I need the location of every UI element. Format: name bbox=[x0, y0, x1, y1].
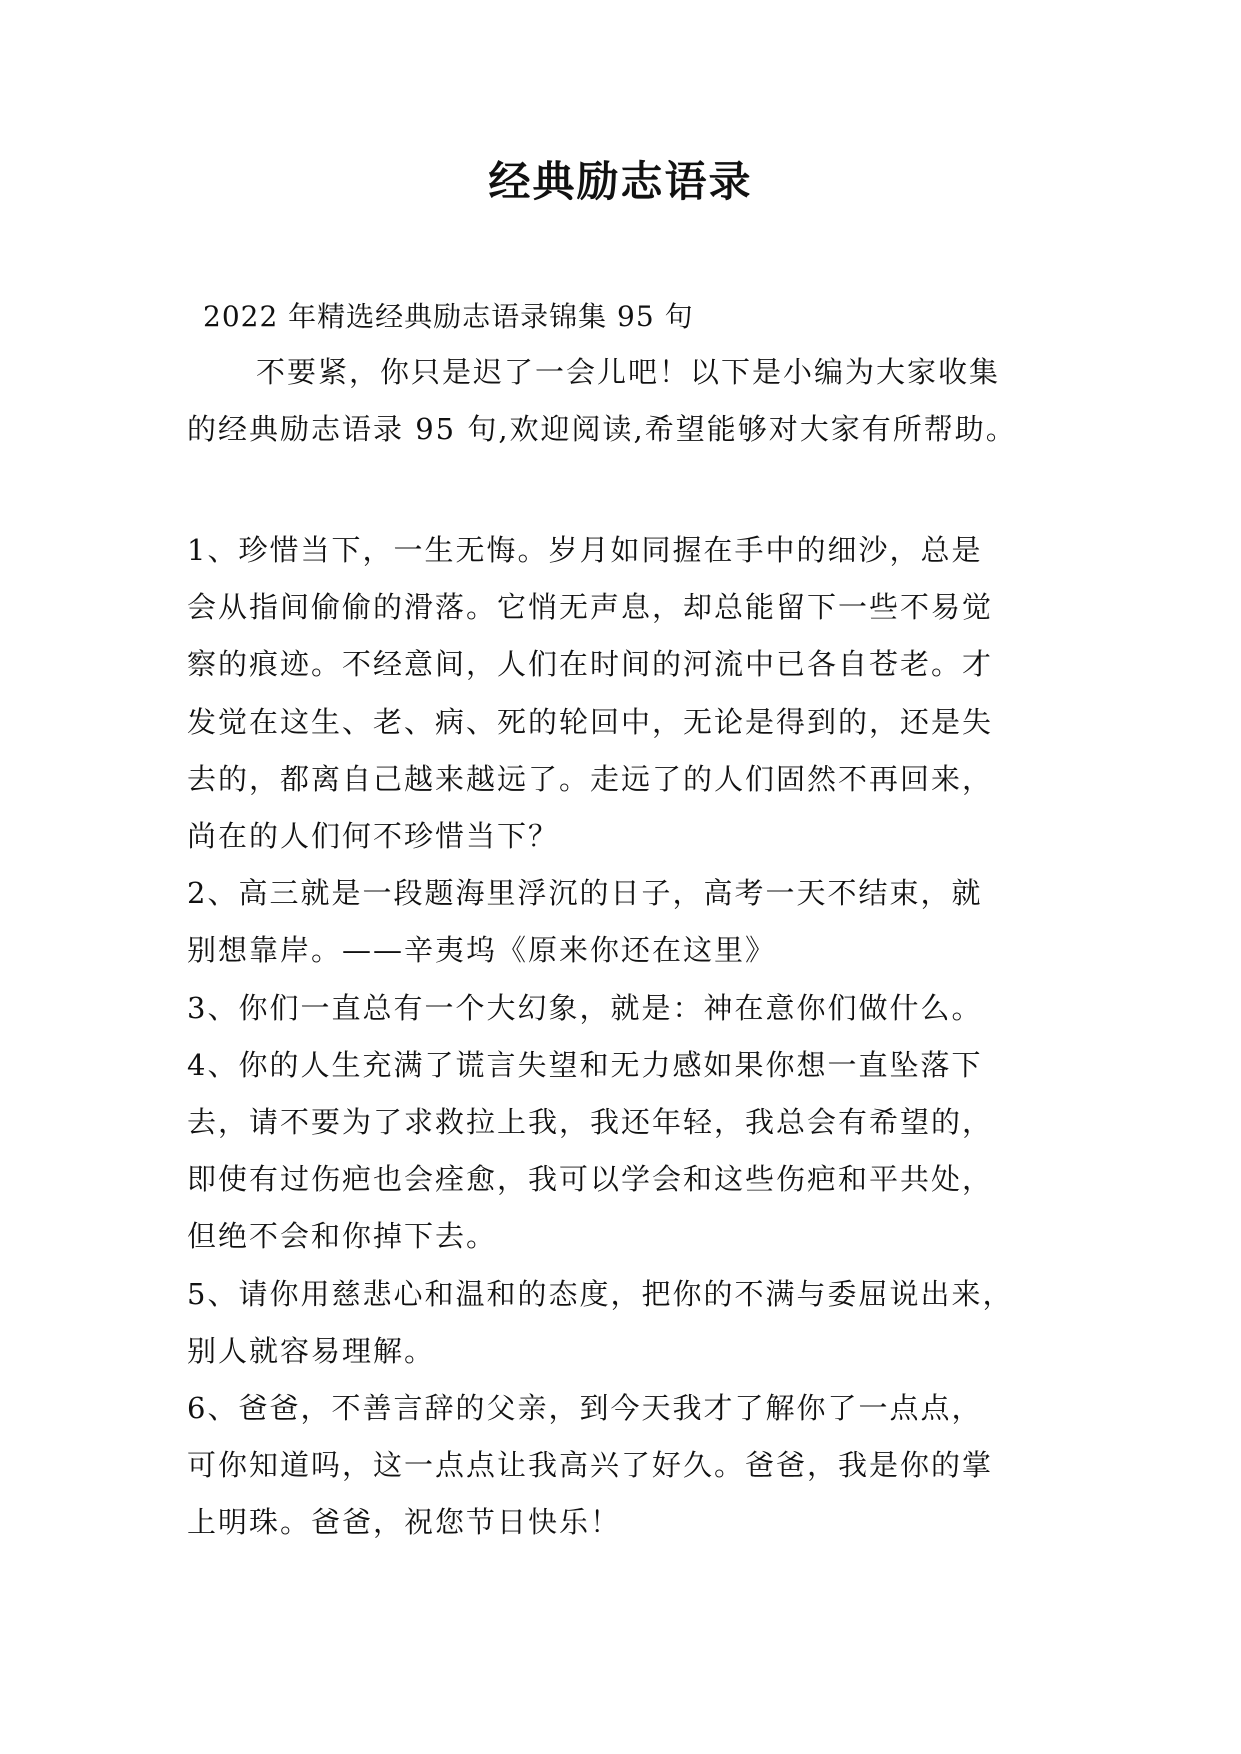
quote-line: 去，请不要为了求救拉上我，我还年轻，我总会有希望的， bbox=[187, 1105, 994, 1140]
quote-line: 察的痕迹。不经意间，人们在时间的河流中已各自苍老。才 bbox=[187, 647, 994, 682]
quote-line: 即使有过伤疤也会痊愈，我可以学会和这些伤疤和平共处， bbox=[187, 1162, 994, 1197]
intro-line: 的经典励志语录 95 句,欢迎阅读,希望能够对大家有所帮助。 bbox=[187, 412, 1017, 446]
quote-list bbox=[187, 522, 1067, 1552]
quote-line: 3、你们一直总有一个大幻象，就是：神在意你们做什么。 bbox=[187, 990, 983, 1025]
quote-item bbox=[187, 980, 1067, 1037]
quote-item bbox=[187, 1266, 1067, 1380]
quote-item bbox=[187, 1037, 1067, 1266]
quote-line: 6、爸爸，不善言辞的父亲，到今天我才了解你了一点点， bbox=[187, 1391, 983, 1426]
quote-line: 可你知道吗，这一点点让我高兴了好久。爸爸，我是你的掌 bbox=[187, 1448, 994, 1483]
quote-line: 上明珠。爸爸，祝您节日快乐！ bbox=[187, 1505, 622, 1540]
quote-line: 5、请你用慈悲心和温和的态度，把你的不满与委屈说出来， bbox=[187, 1276, 1014, 1311]
quote-line: 别想靠岸。——辛夷坞《原来你还在这里》 bbox=[187, 933, 777, 968]
intro-paragraph bbox=[187, 344, 1067, 458]
document-subtitle: 2022 年精选经典励志语录锦集 95 句 bbox=[203, 300, 694, 333]
quote-item bbox=[187, 865, 1067, 979]
quote-line: 发觉在这生、老、病、死的轮回中，无论是得到的，还是失 bbox=[187, 704, 994, 739]
intro-line: 不要紧，你只是迟了一会儿吧！以下是小编为大家收集 bbox=[256, 355, 1001, 389]
quote-line: 会从指间偷偷的滑落。它悄无声息，却总能留下一些不易觉 bbox=[187, 590, 994, 625]
quote-line: 别人就容易理解。 bbox=[187, 1333, 436, 1368]
quote-item bbox=[187, 1380, 1067, 1552]
quote-line: 1、珍惜当下，一生无悔。岁月如同握在手中的细沙，总是 bbox=[187, 533, 983, 567]
quote-item bbox=[187, 522, 1067, 865]
quote-line: 但绝不会和你掉下去。 bbox=[187, 1219, 498, 1254]
quote-line: 2、高三就是一段题海里浮沉的日子，高考一天不结束，就 bbox=[187, 876, 983, 911]
document-title: 经典励志语录 bbox=[488, 157, 753, 206]
quote-line: 4、你的人生充满了谎言失望和无力感如果你想一直坠落下 bbox=[187, 1047, 983, 1082]
quote-line: 尚在的人们何不珍惜当下？ bbox=[187, 819, 560, 854]
quote-line: 去的，都离自己越来越远了。走远了的人们固然不再回来， bbox=[187, 761, 994, 796]
